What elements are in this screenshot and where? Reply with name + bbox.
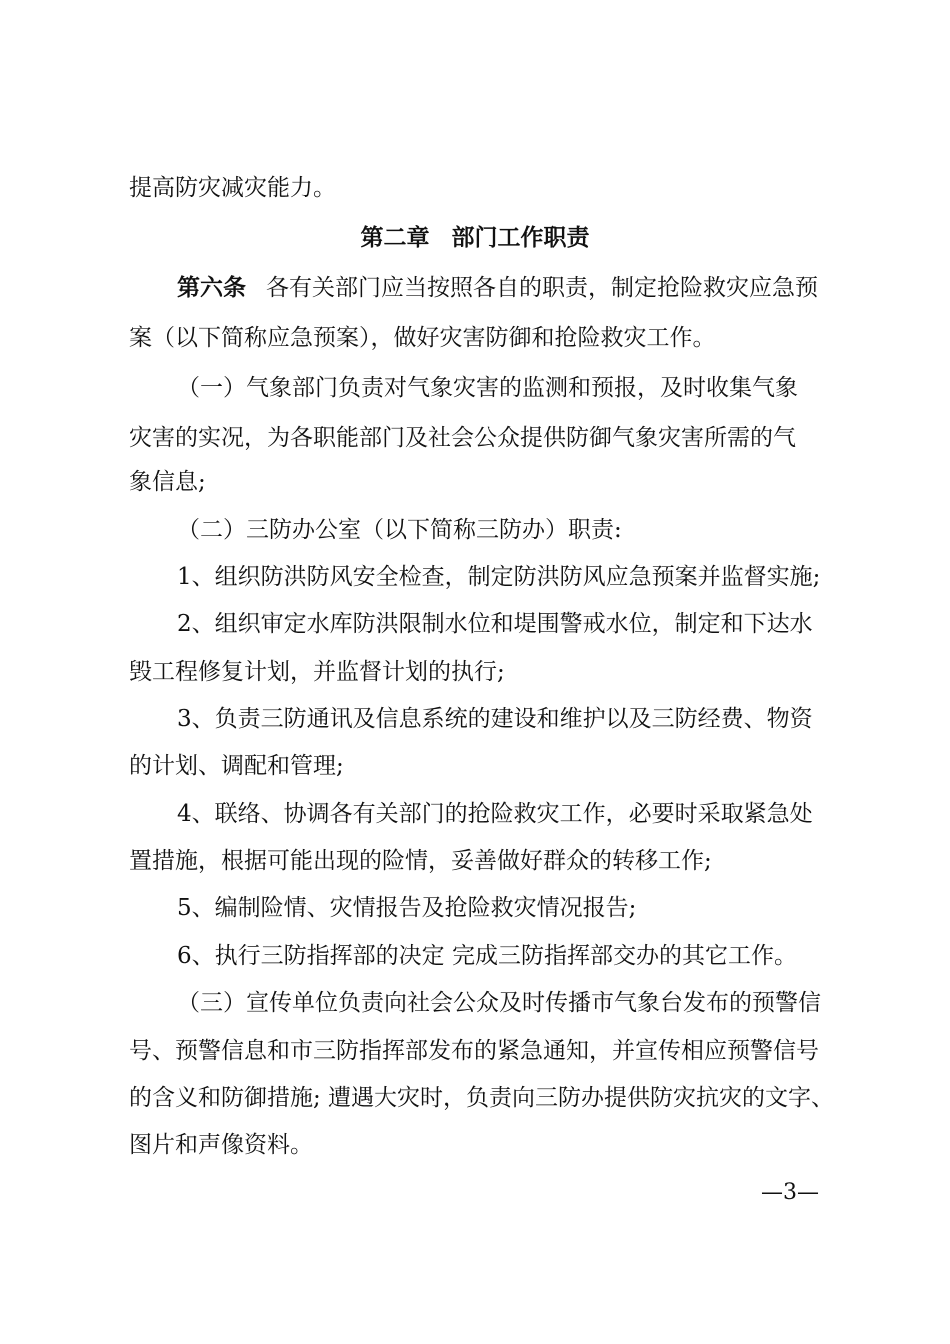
paragraph-line: 置措施，根据可能出现的险情，妥善做好群众的转移工作; <box>129 848 712 874</box>
paragraph-line: 灾害的实况，为各职能部门及社会公众提供防御气象灾害所需的气 <box>129 425 796 451</box>
paragraph-line: 毁工程修复计划，并监督计划的执行; <box>129 659 505 685</box>
article-line <box>177 272 818 304</box>
list-item: 2、组织审定水库防洪限制水位和堤围警戒水位，制定和下达水 <box>177 611 813 637</box>
article-label: 第六条 <box>177 275 246 301</box>
paragraph-line: （二）三防办公室（以下简称三防办）职责: <box>177 517 622 543</box>
paragraph-line: 象信息; <box>129 469 206 495</box>
list-item: 4、联络、协调各有关部门的抢险救灾工作，必要时采取紧急处 <box>177 801 813 827</box>
paragraph-line: （一）气象部门负责对气象灾害的监测和预报，及时收集气象 <box>177 375 798 401</box>
paragraph-line: 图片和声像资料。 <box>129 1132 313 1158</box>
list-item: 3、负责三防通讯及信息系统的建设和维护以及三防经费、物资 <box>177 706 813 732</box>
list-item: 5、编制险情、灾情报告及抢险救灾情况报告; <box>177 895 637 921</box>
list-item: 6、执行三防指挥部的决定 完成三防指挥部交办的其它工作。 <box>177 943 797 969</box>
paragraph-line: 号、预警信息和市三防指挥部发布的紧急通知，并宣传相应预警信号 <box>129 1038 819 1064</box>
list-item: 1、组织防洪防风安全检查，制定防洪防风应急预案并监督实施; <box>177 564 821 590</box>
chapter-heading <box>0 222 950 254</box>
chapter-number: 第二章 <box>360 225 430 251</box>
chapter-title: 部门工作职责 <box>451 225 590 251</box>
paragraph-line: （三）宣传单位负责向社会公众及时传播市气象台发布的预警信 <box>177 990 821 1016</box>
paragraph-line: 提高防灾减灾能力。 <box>129 175 336 201</box>
paragraph-line: 的含义和防御措施; 遭遇大灾时，负责向三防办提供防灾抗灾的文字、 <box>129 1085 835 1111</box>
paragraph-line: 案（以下简称应急预案），做好灾害防御和抢险救灾工作。 <box>129 325 716 351</box>
page-number: —3— <box>761 1180 819 1205</box>
paragraph-line: 的计划、调配和管理; <box>129 753 344 779</box>
article-text: 各有关部门应当按照各自的职责，制定抢险救灾应急预 <box>266 275 818 301</box>
